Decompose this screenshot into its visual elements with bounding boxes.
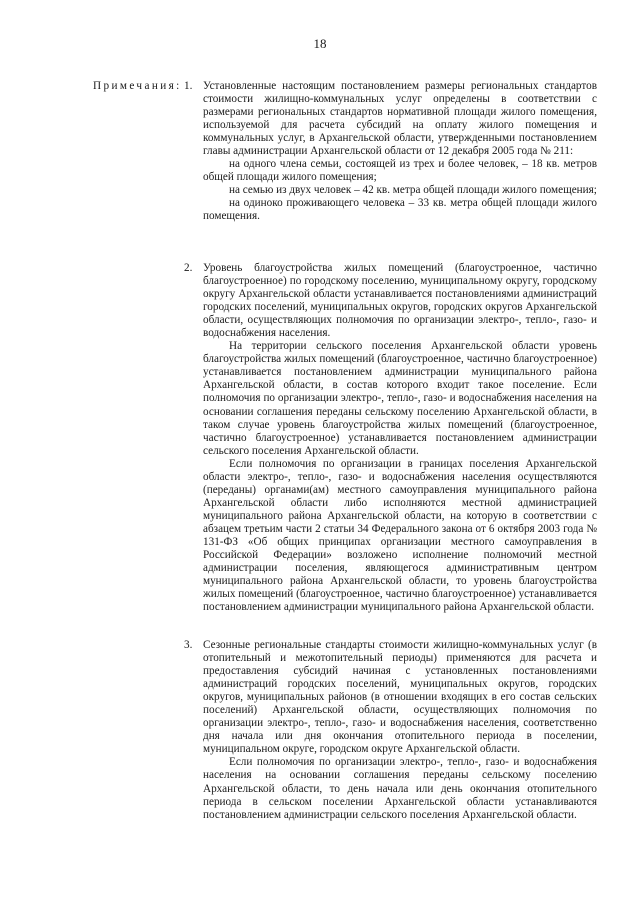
note-1-subitem: на одиноко проживающего человека – 33 кв. метра общей площади жилого помещения.: [203, 197, 597, 223]
note-3-number: 3.: [184, 639, 193, 651]
note-2-body: [203, 262, 597, 614]
note-1-paragraph: Установленные настоящим постановлением размеры региональных стандартов стоимости жилищно-коммунальных услуг определены в соответствии с размерами региональных стандартов нормативной площади жилого помещения, используемой для расчета субсидий на оплату жилого помещения и коммунальных услуг, в Архангельской области, утвержденными постановлением главы администрации Архангельской области от 12 декабря 2005 года № 211:: [203, 80, 597, 158]
note-3-paragraph: Если полномочия по организации электро-, тепло-, газо- и водоснабжения населения на основании соглашения переданы сельскому поселению Архангельской области, то день начала или день окончания отопительного периода в сельском поселении Архангельской области устанавливаются постановлением администрации сельского поселения Архангельской области.: [203, 756, 597, 821]
note-2-number: 2.: [184, 262, 193, 274]
note-2-paragraph: На территории сельского поселения Архангельской области уровень благоустройства жилых помещений (благоустроенное, частично благоустроенное) устанавливается постановлением администрации муниципального района Архангельской области, в состав которого входит такое поселение. Если полномочия по организации электро-, тепло-, газо- и водоснабжения населения на основании соглашения переданы сельскому поселению Архангельской области, в таком случае уровень благоустройства жилых помещений (благоустроенное, частично благоустроенное) устанавливается постановлением администрации сельского поселения Архангельской области.: [203, 340, 597, 457]
page-number: 18: [313, 36, 327, 51]
note-3-body: [203, 639, 597, 822]
note-1-number: 1.: [184, 80, 193, 92]
note-3-paragraph: Сезонные региональные стандарты стоимости жилищно-коммунальных услуг (в отопительный и межотопительный периоды) применяются для расчета и предоставления субсидий начиная с установленных постановлениями администраций городских поселений, муниципальных округов, городских округов, муниципальных районов (в отношении входящих в его состав сельских поселений) Архангельской области, осуществляющих полномочия по организации электро-, тепло-, газо- и водоснабжения населения, соответственно дня начала или дня окончания отопительного периода в поселении, муниципальном округе, городском округе Архангельской области.: [203, 639, 597, 756]
note-1-subitem: на одного члена семьи, состоящей из трех и более человек, – 18 кв. метров общей площади жилого помещения;: [203, 158, 597, 184]
note-1-body: [203, 80, 597, 224]
note-1-subitem: на семью из двух человек – 42 кв. метра общей площади жилого помещения;: [229, 184, 597, 197]
notes-label: Примечания:: [93, 80, 182, 92]
note-2-paragraph: Уровень благоустройства жилых помещений (благоустроенное, частично благоустроенное) по городскому поселению, муниципальному округу, городскому округу Архангельской области устанавливается постановлениями администраций городских поселений, муниципальных округов, городских округов Архангельской области, осуществляющих полномочия по организации электро-, тепло-, газо- и водоснабжения населения.: [203, 262, 597, 340]
note-2-paragraph: Если полномочия по организации в границах поселения Архангельской области электро-, тепло-, газо- и водоснабжения населения осуществляются (переданы) органами(ам) местного самоуправления муниципального района Архангельской области либо исполняются местной администрацией муниципального района Архангельской области, на которую в соответствии с абзацем третьим части 2 статьи 34 Федерального закона от 6 октября 2003 года № 131-ФЗ «Об общих принципах организации местного самоуправления в Российской Федерации» возложено исполнение полномочий местной администрации поселения, являющегося административным центром муниципального района Архангельской области, то уровень благоустройства жилых помещений (благоустроенное, частично благоустроенное) устанавливается постановлением администрации муниципального района Архангельской области.: [203, 457, 597, 614]
